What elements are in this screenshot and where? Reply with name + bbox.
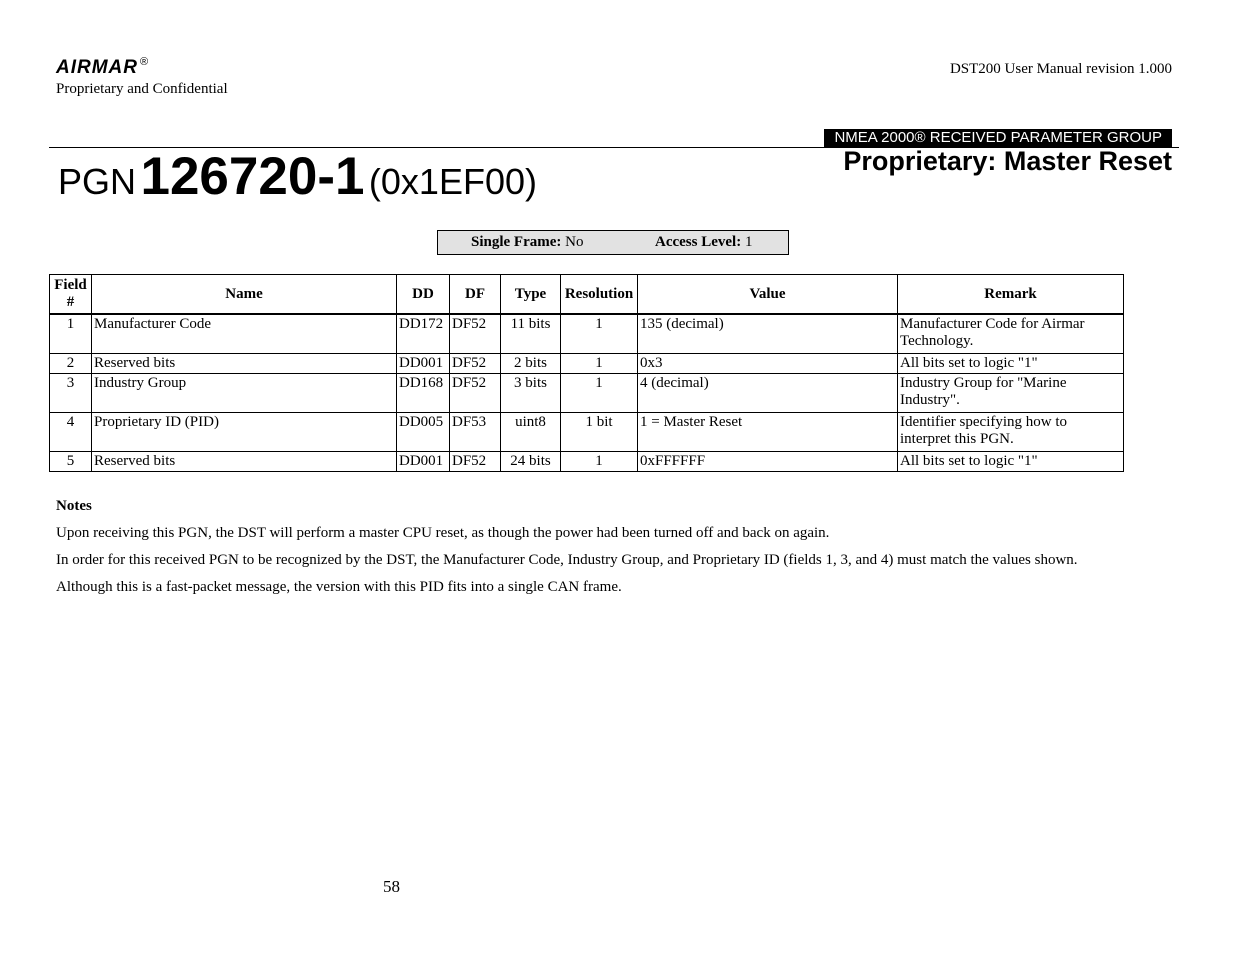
cell-field: 3 [50,374,92,413]
cell-dd: DD168 [397,374,450,413]
header-remark: Remark [898,275,1124,315]
cell-resolution: 1 [561,354,638,374]
confidential-notice: Proprietary and Confidential [56,81,228,97]
pgn-prefix: PGN [58,161,137,202]
cell-remark: All bits set to logic "1" [898,354,1124,374]
access-level-info [655,231,752,254]
field-table [49,274,1124,472]
cell-value: 0x3 [638,354,898,374]
access-level-value: 1 [744,234,753,250]
cell-field: 5 [50,452,92,472]
cell-value: 0xFFFFFF [638,452,898,472]
cell-remark: Identifier specifying how to interpret this PGN. [898,413,1124,452]
cell-df: DF52 [450,374,501,413]
cell-value: 4 (decimal) [638,374,898,413]
notes-heading: Notes [56,498,92,514]
frame-info-box [437,230,789,255]
access-level-label: Access Level: [655,234,742,250]
table-header-row [50,275,1124,315]
cell-type: uint8 [501,413,561,452]
cell-name: Manufacturer Code [92,314,397,354]
cell-dd: DD172 [397,314,450,354]
pgn-title [58,146,537,207]
table-row [50,354,1124,374]
cell-name: Proprietary ID (PID) [92,413,397,452]
header-dd: DD [397,275,450,315]
table-row [50,374,1124,413]
cell-resolution: 1 [561,314,638,354]
pgn-category-label: NMEA 2000® RECEIVED PARAMETER GROUP [824,129,1172,147]
single-frame-label: Single Frame: [471,234,562,250]
pgn-hex: (0x1EF00) [368,161,537,202]
cell-resolution: 1 [561,452,638,472]
cell-remark: Manufacturer Code for Airmar Technology. [898,314,1124,354]
brand-name: AIRMAR [56,57,138,78]
pgn-subtitle: Proprietary: Master Reset [843,146,1172,176]
header-name: Name [92,275,397,315]
cell-field: 4 [50,413,92,452]
page-number: 58 [383,877,400,896]
cell-value: 135 (decimal) [638,314,898,354]
cell-name: Reserved bits [92,354,397,374]
single-frame-value: No [565,234,584,250]
cell-type: 11 bits [501,314,561,354]
note-paragraph: Upon receiving this PGN, the DST will perform a master CPU reset, as though the power had been turned off and back on again. [56,525,830,541]
header-df: DF [450,275,501,315]
cell-dd: DD005 [397,413,450,452]
cell-remark: All bits set to logic "1" [898,452,1124,472]
cell-dd: DD001 [397,354,450,374]
registered-mark: ® [140,56,149,68]
table-row [50,413,1124,452]
cell-value: 1 = Master Reset [638,413,898,452]
cell-name: Reserved bits [92,452,397,472]
header-value: Value [638,275,898,315]
cell-df: DF52 [450,314,501,354]
note-paragraph: In order for this received PGN to be recognized by the DST, the Manufacturer Code, Industry Group, and Proprietary ID (fields 1, 3, and 4) must match the values shown. [56,552,1078,568]
cell-df: DF52 [450,452,501,472]
header-field: Field # [50,275,92,315]
cell-name: Industry Group [92,374,397,413]
header-type: Type [501,275,561,315]
cell-type: 24 bits [501,452,561,472]
note-paragraph: Although this is a fast-packet message, the version with this PID fits into a single CAN frame. [56,579,622,595]
document-revision: DST200 User Manual revision 1.000 [949,61,1172,77]
cell-resolution: 1 bit [561,413,638,452]
cell-df: DF52 [450,354,501,374]
single-frame-info [471,231,584,254]
cell-dd: DD001 [397,452,450,472]
cell-resolution: 1 [561,374,638,413]
table-row [50,452,1124,472]
cell-remark: Industry Group for "Marine Industry". [898,374,1124,413]
cell-field: 2 [50,354,92,374]
cell-df: DF53 [450,413,501,452]
notes-section [56,497,1176,605]
cell-field: 1 [50,314,92,354]
cell-type: 2 bits [501,354,561,374]
table-row [50,314,1124,354]
header-resolution: Resolution [561,275,638,315]
cell-type: 3 bits [501,374,561,413]
pgn-number: 126720-1 [140,147,365,206]
airmar-logo [56,56,148,79]
